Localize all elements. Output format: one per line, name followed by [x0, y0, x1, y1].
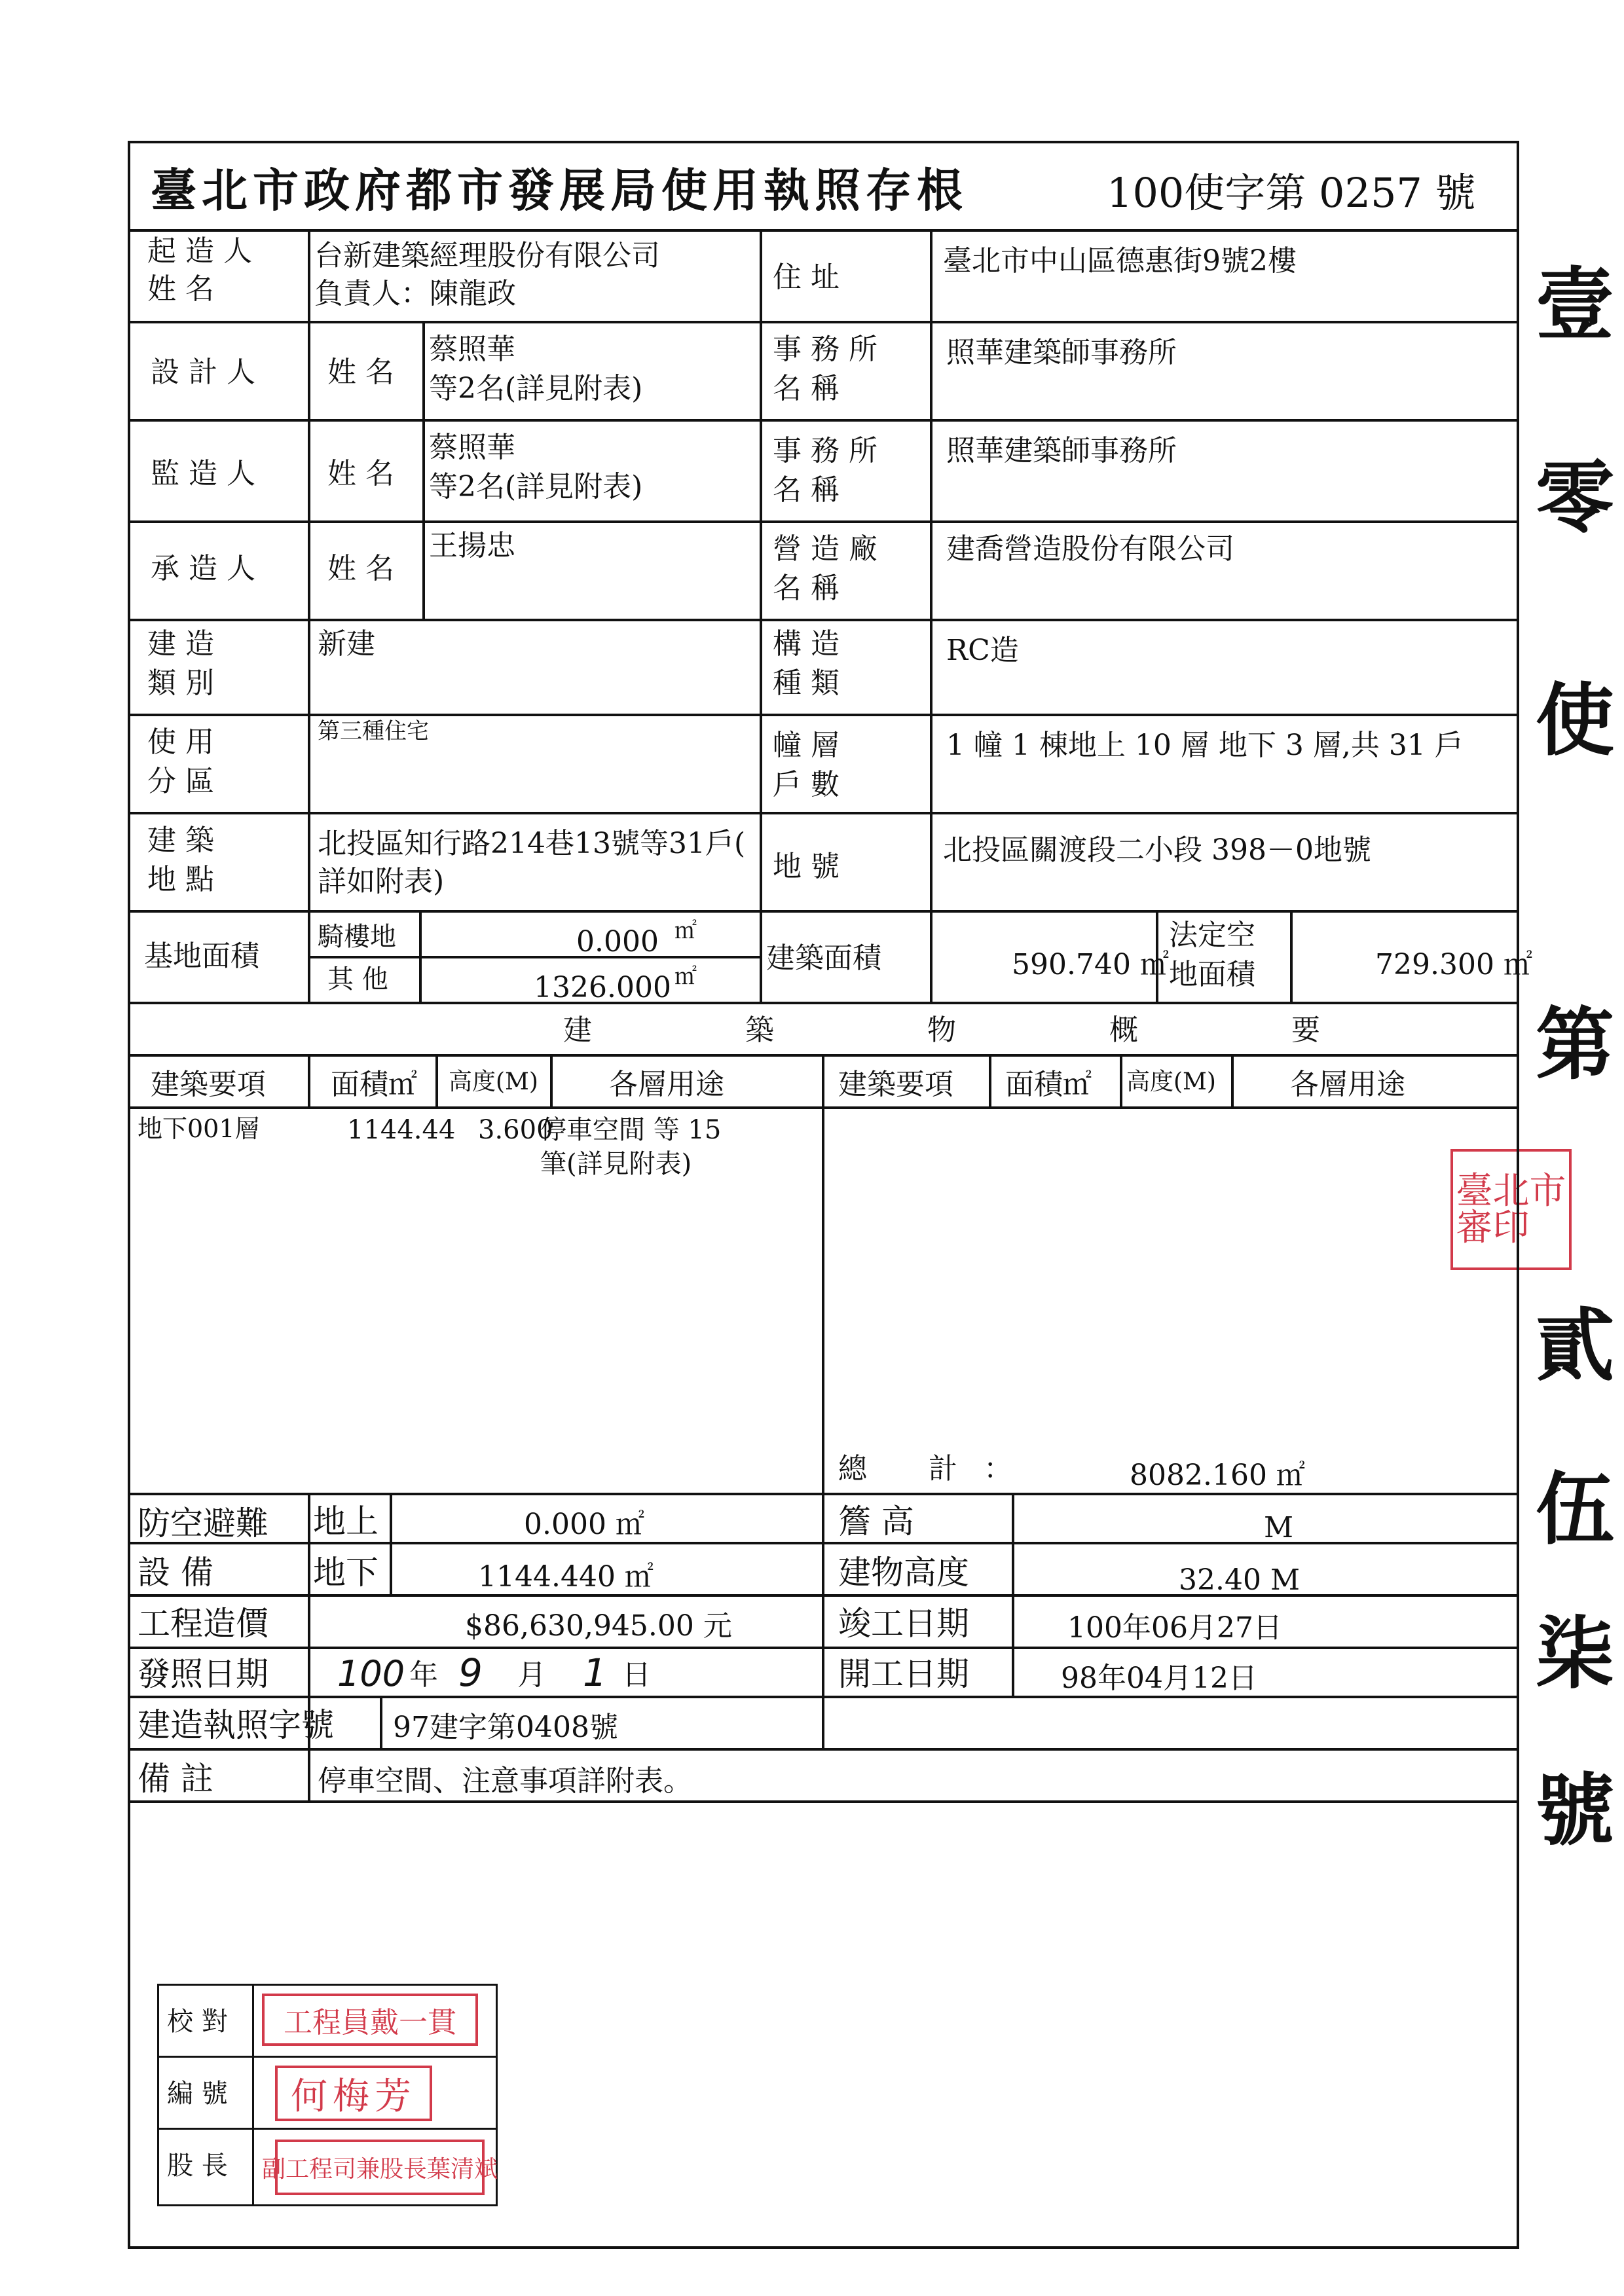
shelter-label-1: 防空避難: [138, 1504, 268, 1542]
signoff-label: 股 長: [167, 2151, 228, 2181]
lot-value: 北投區關渡段二小段 398－0地號: [943, 833, 1371, 867]
arcade-value: 0.000: [576, 925, 659, 958]
supervisor-name-note: 等2名(詳見附表): [429, 470, 643, 503]
overview-title: 建 築 物 概 要: [563, 1013, 1392, 1047]
floors-value: 1 幢 1 棟地上 10 層 地下 3 層,共 31 戶: [946, 729, 1464, 762]
building-height-label: 建物高度: [838, 1554, 969, 1592]
structure-label-2: 種 類: [773, 666, 840, 700]
category-label-2: 類 別: [147, 666, 214, 700]
building-area-value: 590.740 ㎡: [1012, 948, 1169, 981]
above-value: 0.000 ㎡: [524, 1508, 644, 1541]
other-value: 1326.000: [534, 971, 671, 1004]
other-unit: ㎡: [674, 964, 697, 990]
issue-day-unit: 日: [622, 1658, 651, 1692]
permit-value: 97建字第0408號: [393, 1711, 618, 1744]
designer-name-label: 姓 名: [327, 355, 394, 389]
side-char: 使: [1536, 674, 1614, 767]
open-space-value: 729.300 ㎡: [1375, 948, 1532, 981]
issue-year-unit: 年: [409, 1658, 438, 1692]
item-use: 停車空間 等 15: [540, 1115, 722, 1145]
header-height-2: 高度(M): [1126, 1068, 1216, 1095]
contractor-name: 王揚忠: [429, 529, 515, 562]
side-char: 號: [1536, 1764, 1614, 1857]
builder-label-2: 姓 名: [147, 272, 214, 306]
contractor-name-label: 姓 名: [327, 552, 394, 585]
contractor-firm-label: 營 造 廠: [773, 532, 877, 566]
issue-date-label: 發照日期: [138, 1655, 268, 1693]
designer-office: 照華建築師事務所: [946, 336, 1177, 369]
designer-name-note: 等2名(詳見附表): [429, 372, 643, 405]
header-item-2: 建築要項: [838, 1068, 953, 1101]
issue-month-unit: 月: [517, 1658, 546, 1692]
header-item: 建築要項: [151, 1068, 266, 1101]
header-area-2: 面積㎡: [1005, 1068, 1092, 1101]
builder-name: 台新建築經理股份有限公司: [314, 239, 660, 272]
supervisor-office-label: 事 務 所: [773, 434, 877, 467]
zoning-value: 第三種住宅: [318, 718, 429, 744]
start-value: 98年04月12日: [1061, 1662, 1257, 1695]
building-area-label: 建築面積: [766, 941, 881, 975]
zoning-label-1: 使 用: [147, 725, 214, 759]
arcade-unit: ㎡: [674, 918, 697, 944]
completion-label: 竣工日期: [838, 1605, 969, 1643]
item-area: 1144.44: [347, 1115, 456, 1145]
page-title: 臺北市政府都市發展局使用執照存根: [151, 163, 968, 217]
shelter-label-2: 設 備: [138, 1554, 213, 1592]
structure-value: RC造: [946, 634, 1019, 667]
header-use-2: 各層用途: [1290, 1068, 1405, 1101]
remarks-value: 停車空間、注意事項詳附表。: [318, 1764, 692, 1798]
signoff-label: 校 對: [167, 2007, 228, 2037]
designer-office-label-2: 名 稱: [773, 372, 840, 405]
builder-label-1: 起 造 人: [147, 234, 252, 268]
designer-name: 蔡照華: [429, 333, 515, 366]
contractor-role: 承 造 人: [151, 552, 255, 585]
item-use-2: 筆(詳見附表): [540, 1149, 692, 1179]
designer-office-label: 事 務 所: [773, 333, 877, 366]
cost-label: 工程造價: [138, 1605, 268, 1643]
total-label: 總 計：: [838, 1452, 1039, 1485]
side-char: 伍: [1536, 1463, 1614, 1556]
supervisor-name-label: 姓 名: [327, 457, 394, 490]
contractor-firm: 建喬營造股份有限公司: [946, 532, 1234, 566]
remarks-label: 備 註: [138, 1760, 213, 1798]
supervisor-office-label-2: 名 稱: [773, 473, 840, 507]
start-label: 開工日期: [838, 1655, 969, 1693]
license-number: 100使字第 0257 號: [1107, 169, 1476, 217]
location-value-2: 詳如附表): [318, 865, 445, 898]
location-label-2: 地 點: [147, 863, 214, 896]
eave-value: M: [1264, 1511, 1294, 1544]
header-area: 面積㎡: [331, 1068, 417, 1101]
location-value: 北投區知行路214巷13號等31戶(: [318, 827, 746, 860]
address-label: 住 址: [773, 261, 840, 294]
header-height: 高度(M): [449, 1068, 538, 1095]
category-label-1: 建 造: [147, 627, 214, 661]
zoning-label-2: 分 區: [147, 765, 214, 798]
open-space-label-2: 地面積: [1169, 958, 1255, 991]
item-height: 3.600: [478, 1115, 553, 1145]
supervisor-role: 監 造 人: [151, 457, 255, 490]
numbering-stamp: 何梅芳: [275, 2066, 432, 2121]
arcade-label: 騎樓地: [318, 922, 396, 952]
side-char: 第: [1536, 998, 1614, 1091]
above-label: 地上: [313, 1503, 378, 1540]
official-seal: 臺北市 審印: [1450, 1149, 1572, 1270]
issue-year: 100: [337, 1653, 405, 1694]
side-char: 柒: [1536, 1607, 1614, 1700]
issue-day: 1: [583, 1650, 607, 1695]
below-value: 1144.440 ㎡: [478, 1560, 654, 1594]
total-value: 8082.160 ㎡: [1130, 1459, 1305, 1492]
item-floor: 地下001層: [138, 1114, 260, 1143]
open-space-label-1: 法定空: [1169, 919, 1255, 952]
permit-label: 建造執照字號: [138, 1706, 334, 1744]
builder-address: 臺北市中山區德惠街9號2樓: [943, 244, 1297, 278]
eave-label: 簷 高: [838, 1503, 914, 1540]
side-char: 零: [1536, 452, 1614, 544]
supervisor-name: 蔡照華: [429, 431, 515, 464]
designer-role: 設 計 人: [151, 355, 255, 389]
floors-label-2: 戶 數: [773, 768, 840, 801]
location-label-1: 建 築: [147, 824, 214, 857]
signoff-label: 編 號: [167, 2079, 228, 2109]
site-area-label: 基地面積: [144, 939, 259, 973]
header-use: 各層用途: [609, 1068, 724, 1101]
side-char: 貳: [1536, 1300, 1614, 1392]
building-height-value: 32.40 M: [1179, 1563, 1301, 1597]
section-chief-stamp: 副工程司兼股長葉清斌: [275, 2140, 485, 2195]
structure-label-1: 構 造: [773, 627, 840, 661]
other-label: 其 他: [327, 964, 388, 994]
completion-value: 100年06月27日: [1067, 1611, 1282, 1645]
below-label: 地下: [313, 1554, 378, 1592]
contractor-firm-label-2: 名 稱: [773, 572, 840, 605]
supervisor-office: 照華建築師事務所: [946, 434, 1177, 467]
proofreader-stamp: 工程員戴一貫: [262, 1994, 478, 2046]
issue-month: 9: [458, 1650, 483, 1695]
lot-label: 地 號: [773, 850, 840, 883]
side-char: 壹: [1536, 259, 1614, 351]
cost-value: $86,630,945.00 元: [465, 1609, 732, 1643]
category-value: 新建: [318, 627, 375, 661]
floors-label-1: 幢 層: [773, 729, 840, 762]
builder-responsible: 負責人：陳龍政: [314, 277, 516, 310]
